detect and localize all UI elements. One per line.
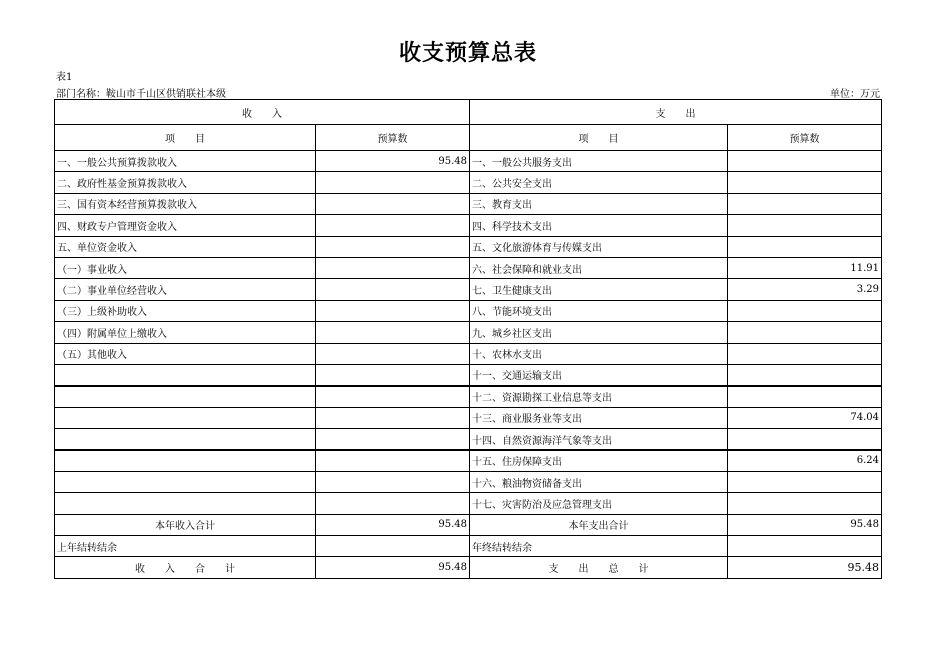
table-row (55, 386, 882, 407)
header-row-columns (55, 125, 882, 151)
income-item-cell (55, 429, 316, 450)
income-value-cell (316, 429, 470, 450)
annual-income-total-value: 95.48 (316, 514, 470, 535)
expense-value-cell (728, 364, 882, 385)
expense-value-cell (728, 193, 882, 214)
expense-value-cell (728, 471, 882, 492)
expense-item-cell: 一、一般公共服务支出 (470, 151, 728, 172)
expense-value-cell: 11.91 (728, 257, 882, 278)
income-item-cell: （一）事业收入 (55, 257, 316, 278)
expense-item-cell: 十五、住房保障支出 (470, 450, 728, 471)
expense-item-cell: 十六、粮油物资储备支出 (470, 471, 728, 492)
table-row (55, 193, 882, 214)
expense-item-cell: 八、节能环境支出 (470, 300, 728, 321)
expense-item-header: 项 目 (470, 125, 728, 151)
income-budget-header: 预算数 (316, 125, 470, 151)
expense-item-cell: 十七、灾害防治及应急管理支出 (470, 493, 728, 514)
table-row (55, 343, 882, 364)
table-row (55, 450, 882, 471)
expense-value-cell (728, 493, 882, 514)
expense-item-cell: 十一、交通运输支出 (470, 364, 728, 385)
table-row (55, 279, 882, 300)
grand-expense-label: 支 出 总 计 (470, 557, 728, 578)
income-value-cell (316, 279, 470, 300)
expense-value-cell (728, 343, 882, 364)
income-value-cell (316, 493, 470, 514)
income-value-cell (316, 236, 470, 257)
income-value-cell (316, 215, 470, 236)
annual-expense-total-label: 本年支出合计 (470, 514, 728, 535)
income-value-cell (316, 193, 470, 214)
income-value-cell (316, 364, 470, 385)
income-item-cell: 五、单位资金收入 (55, 236, 316, 257)
income-item-cell: （五）其他收入 (55, 343, 316, 364)
table-row (55, 322, 882, 343)
income-item-cell (55, 407, 316, 428)
expense-item-cell: 五、文化旅游体育与传媒支出 (470, 236, 728, 257)
expense-value-cell (728, 322, 882, 343)
expense-value-cell (728, 429, 882, 450)
income-item-header: 项 目 (55, 125, 316, 151)
expense-item-cell: 三、教育支出 (470, 193, 728, 214)
income-item-cell: 四、财政专户管理资金收入 (55, 215, 316, 236)
annual-income-total-label: 本年收入合计 (55, 514, 316, 535)
income-value-cell (316, 343, 470, 364)
income-section-header: 收 入 (55, 100, 470, 125)
income-item-cell (55, 493, 316, 514)
expense-value-cell (728, 300, 882, 321)
table-row (55, 236, 882, 257)
table-row (55, 407, 882, 428)
expense-budget-header: 预算数 (728, 125, 882, 151)
carry-income-label: 上年结转结余 (55, 536, 316, 557)
expense-item-cell: 二、公共安全支出 (470, 172, 728, 193)
table-row (55, 429, 882, 450)
expense-section-header: 支 出 (470, 100, 882, 125)
expense-value-cell (728, 236, 882, 257)
expense-item-cell: 七、卫生健康支出 (470, 279, 728, 300)
expense-item-cell: 九、城乡社区支出 (470, 322, 728, 343)
income-value-cell: 95.48 (316, 151, 470, 172)
table-row (55, 471, 882, 492)
table-row (55, 172, 882, 193)
header-row-sections (55, 100, 882, 125)
expense-value-cell (728, 386, 882, 407)
unit-label: 单位：万元 (830, 89, 880, 100)
expense-item-cell: 十二、资源勘探工业信息等支出 (470, 386, 728, 407)
table-row (55, 151, 882, 172)
income-value-cell (316, 386, 470, 407)
income-item-cell: （三）上级补助收入 (55, 300, 316, 321)
annual-total-row (55, 514, 882, 535)
carry-expense-value (728, 536, 882, 557)
income-item-cell (55, 386, 316, 407)
grand-income-label: 收 入 合 计 (55, 557, 316, 578)
income-value-cell (316, 172, 470, 193)
expense-item-cell: 十、农林水支出 (470, 343, 728, 364)
department-name: 部门名称：鞍山市千山区供销联社本级 (56, 89, 226, 100)
table-row (55, 493, 882, 514)
grand-income-value: 95.48 (316, 557, 470, 578)
income-value-cell (316, 407, 470, 428)
table-number: 表1 (56, 72, 73, 83)
income-item-cell: 三、国有资本经营预算拨款收入 (55, 193, 316, 214)
income-item-cell: 二、政府性基金预算拨款收入 (55, 172, 316, 193)
expense-value-cell: 6.24 (728, 450, 882, 471)
income-item-cell: 一、一般公共预算拨款收入 (55, 151, 316, 172)
expense-item-cell: 十三、商业服务业等支出 (470, 407, 728, 428)
annual-expense-total-value: 95.48 (728, 514, 882, 535)
income-value-cell (316, 471, 470, 492)
carry-over-row (55, 536, 882, 557)
page-title: 收支预算总表 (398, 41, 537, 66)
table-row (55, 300, 882, 321)
table-row (55, 364, 882, 385)
carry-income-value (316, 536, 470, 557)
income-item-cell: （四）附属单位上缴收入 (55, 322, 316, 343)
income-value-cell (316, 300, 470, 321)
expense-item-cell: 四、科学技术支出 (470, 215, 728, 236)
budget-table (54, 99, 882, 579)
expense-value-cell: 74.04 (728, 407, 882, 428)
income-value-cell (316, 257, 470, 278)
income-item-cell (55, 471, 316, 492)
income-item-cell (55, 364, 316, 385)
expense-value-cell (728, 172, 882, 193)
income-value-cell (316, 322, 470, 343)
grand-total-row (55, 557, 882, 578)
expense-item-cell: 十四、自然资源海洋气象等支出 (470, 429, 728, 450)
expense-item-cell: 六、社会保障和就业支出 (470, 257, 728, 278)
grand-expense-value: 95.48 (728, 557, 882, 578)
expense-value-cell (728, 151, 882, 172)
income-value-cell (316, 450, 470, 471)
income-item-cell (55, 450, 316, 471)
income-item-cell: （二）事业单位经营收入 (55, 279, 316, 300)
table-row (55, 257, 882, 278)
table-row (55, 215, 882, 236)
expense-value-cell: 3.29 (728, 279, 882, 300)
expense-value-cell (728, 215, 882, 236)
carry-expense-label: 年终结转结余 (470, 536, 728, 557)
